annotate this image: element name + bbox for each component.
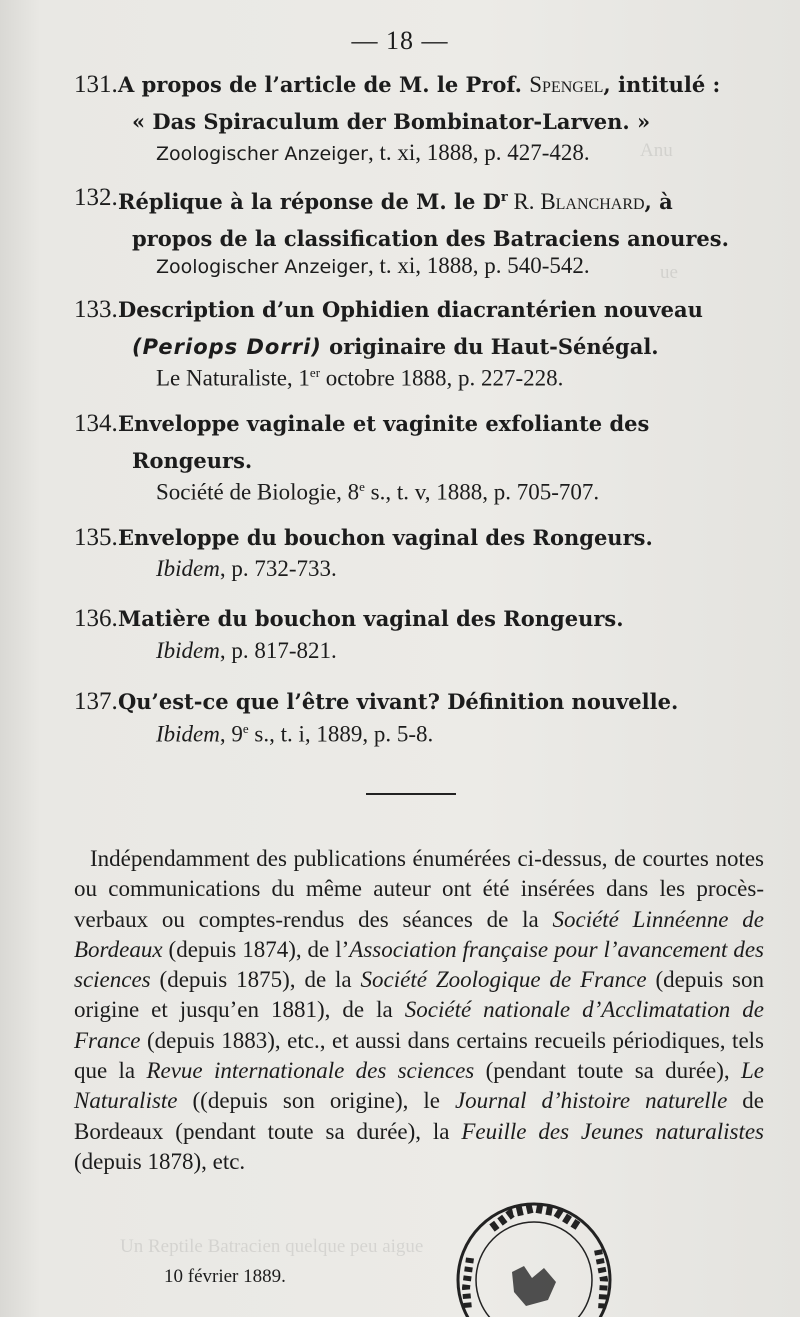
entry-number: 134.: [74, 410, 118, 437]
entry-title: Description d’un Ophidien diacrantérien nouveau (Periops Dorri) originaire du Haut-Sénégal.: [118, 297, 703, 359]
entry-title: Matière du bouchon vaginal des Rongeurs.: [118, 606, 624, 631]
entry-number: 135.: [74, 524, 118, 551]
entry-reference: Le Naturaliste, 1er octobre 1888, p. 227-228.: [156, 365, 564, 391]
entry-reference: Ibidem, p. 732-733.: [156, 556, 337, 581]
entry-number: 131.: [74, 71, 118, 98]
entry-reference: Zoologischer Anzeiger, t. xi, 1888, p. 427-428.: [156, 140, 590, 165]
bleed-through: Un Reptile Batracien quelque peu aigue: [120, 1236, 424, 1257]
closing-paragraph: Indépendamment des publications énumérées ci-dessus, de courtes notes ou communications du même auteur ont été insérées dans les procès-verbaux ou comptes-rendus des séances de la Société Linnéenne de Bordeaux (depuis 1874), de l’Association française pour l’avancement des sciences (depuis 1875), de la Société Zoologique de France (depuis son origine et jusqu’en 1881), de la Société nationale d’Acclimatation de France (depuis 1883), etc., et aussi dans certains recueils périodiques, tels que la Revue internationale des sciences (pendant toute sa durée), Le Naturaliste ((depuis son origine), le Journal d’histoire naturelle de Bordeaux (pendant toute sa durée), la Feuille des Jeunes naturalistes (depuis 1878), etc.: [74, 846, 764, 1174]
bleed-through: ue: [660, 262, 678, 283]
bleed-through: Anu: [640, 140, 673, 161]
entry-number: 137.: [74, 688, 118, 715]
library-stamp-icon: [452, 1188, 622, 1317]
entry-number: 132.: [74, 184, 118, 211]
entry-reference: Zoologischer Anzeiger, t. xi, 1888, p. 540-542.: [156, 253, 590, 278]
entry-reference: Société de Biologie, 8e s., t. v, 1888, p. 705-707.: [156, 479, 600, 505]
section-divider: [366, 793, 456, 795]
entry-reference: Ibidem, 9e s., t. i, 1889, p. 5-8.: [156, 721, 434, 747]
entry-number: 133.: [74, 296, 118, 323]
entry-title: Enveloppe vaginale et vaginite exfoliante des Rongeurs.: [118, 411, 650, 473]
entry-title: Enveloppe du bouchon vaginal des Rongeurs.: [118, 525, 653, 550]
document-date: 10 février 1889.: [164, 1266, 286, 1287]
entry-title: A propos de l’article de M. le Prof. Spengel, intitulé : « Das Spiraculum der Bombinator-Larven. »: [118, 72, 721, 134]
entry-title: Qu’est-ce que l’être vivant? Définition nouvelle.: [118, 689, 679, 714]
entry-number: 136.: [74, 605, 118, 632]
entry-title: Réplique à la réponse de M. le $D^r$ R. Blanchard, à propos de la classification des Batraciens anoures.: [118, 189, 729, 251]
page-number: — 18 —: [351, 26, 449, 55]
entry-reference: Ibidem, p. 817-821.: [156, 638, 337, 663]
